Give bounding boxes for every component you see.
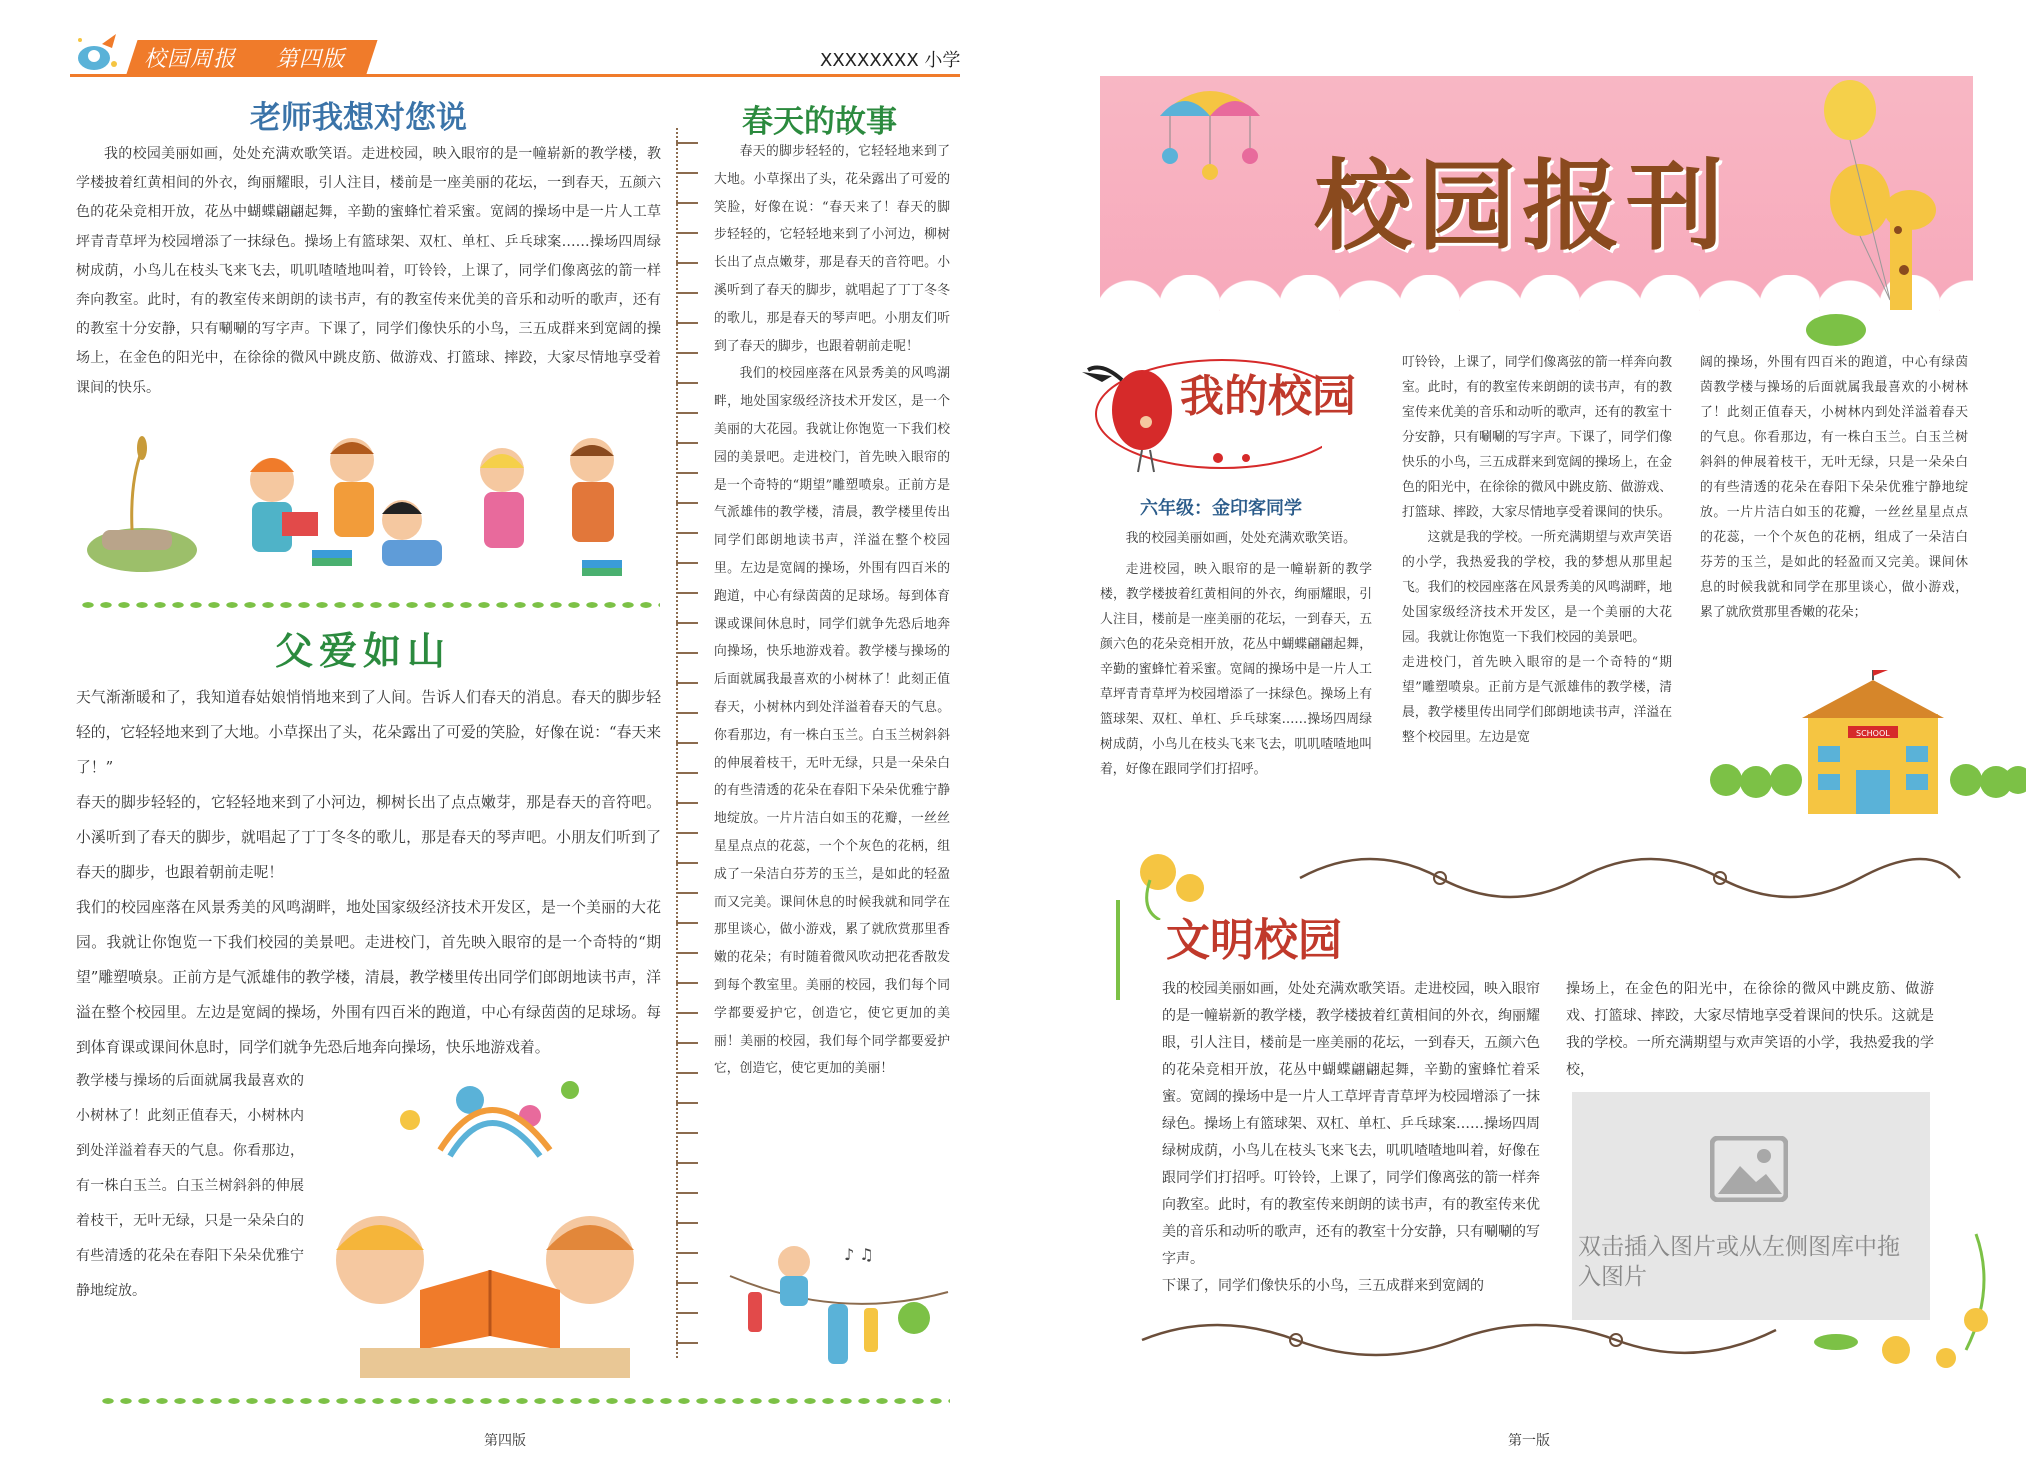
banner-title: 校园报刊	[1314, 150, 1731, 264]
leaf-divider	[80, 600, 660, 610]
my-campus-col3	[1700, 350, 1968, 625]
paragraph: 春天的脚步轻轻的，它轻轻地来到了小河边，柳树长出了点点嫩芽，那是春天的音符吧。小溪听到了春天的脚步，就唱起了丁丁冬冬的歌儿，那是春天的琴声吧。小朋友们听到了春天的脚步，也跟着朝前走呢！	[76, 794, 661, 881]
kid-clothesline-illustration	[724, 1232, 954, 1382]
civilized-campus-col2	[1566, 976, 1934, 1084]
children-book-illustration	[320, 1060, 660, 1390]
article-body-teacher	[76, 140, 661, 403]
paragraph: 阔的操场，外围有四百米的跑道，中心有绿茵茵教学楼与操场的后面就属我最喜欢的小树林了！此刻正值春天，小树林内到处洋溢着春天的气息。你看那边，有一株白玉兰。白玉兰树斜斜的伸展着枝干，无叶无绿，只是一朵朵白的有些清透的花朵在春阳下朵朵优雅宁静地绽放。一片片洁白如玉的花瓣，一丝丝星星点点的花蕊，一个个灰色的花柄，组成了一朵洁白芬芳的玉兰，是如此的轻盈而又完美。课间休息的时候我就和同学在那里谈心，做小游戏，累了就欣赏那里香嫩的花朵；	[1700, 355, 1968, 620]
placeholder-text: 双击插入图片或从左侧图库中拖入图片	[1578, 1234, 1900, 1290]
paragraph: 我们的校园座落在风景秀美的风鸣湖畔，地处国家级经济技术开发区，是一个美丽的大花园。我就让你饱览一下我们校园的美景吧。走进校门，首先映入眼帘的是一个奇特的“期望”雕塑喷泉。正前方是气派雄伟的教学楼，清晨，教学楼里传出同学们郎朗地读书声，洋溢在整个校园里。左边是宽阔的操场，外围有四百米的跑道，中心有绿茵茵的足球场。每到体育课或课间休息时，同学们就争先恐后地奔向操场，快乐地游戏着。	[76, 899, 661, 1056]
article-title-father: 父爱如山	[275, 629, 452, 673]
school-name: XXXXXXXX 小学	[820, 50, 961, 71]
paragraph: 我的校园美丽如画，处处充满欢歌笑语。走进校园，映入眼帘的是一幢崭新的教学楼，教学楼披着红黄相间的外衣，绚丽耀眼，引人注目，楼前是一座美丽的花坛，一到春天，五颜六色的花朵竞相开放，花丛中蝴蝶翩翩起舞，辛勤的蜜蜂忙着采蜜。宽阔的操场中是一片人工草坪青青草坪为校园增添了一抹绿色。操场上有篮球架、双杠、单杠、乒乓球案……操场四周绿树成荫，小鸟儿在枝头飞来飞去，叽叽喳喳地叫着，好像在跟同学们打招呼。叮铃铃，上课了，同学们像离弦的箭一样奔向教室。此时，有的教室传来朗朗的读书声，有的教室传来优美的音乐和动听的歌声，还有的教室十分安静，只有唰唰的写字声。	[1162, 981, 1540, 1267]
my-campus-col1	[1100, 526, 1372, 782]
paper-name: 校园周报	[144, 47, 237, 72]
paragraph: 天气渐渐暖和了，我知道春姑娘悄悄地来到了人间。告诉人们春天的消息。春天的脚步轻轻的，它轻轻地来到了大地。小草探出了头，花朵露出了可爱的笑脸，好像在说：“春天来了！”	[76, 689, 661, 776]
rocket-logo-icon	[72, 28, 122, 74]
paragraph: 春天的脚步轻轻的，它轻轻地来到了大地。小草探出了头，花朵露出了可爱的笑脸，好像在说：“春天来了！春天的脚步轻轻的，它轻轻地来到了小河边，柳树长出了点点嫩芽，那是春天的音符吧。小溪听到了春天的脚步，就唱起了丁丁冬冬的歌儿，那是春天的琴声吧。小朋友们听到了春天的脚步，也跟着朝前走呢！	[714, 144, 950, 354]
kids-reading-illustration	[82, 420, 652, 590]
article-title-my-campus: 我的校园	[1180, 371, 1356, 422]
school-building-illustration	[1706, 670, 2026, 820]
paragraph: 教学楼与操场的后面就属我最喜欢的小树林了！此刻正值春天，小树林内到处洋溢着春天的气息。你看那边，有一株白玉兰。白玉兰树斜斜的伸展着枝干，无叶无绿，只是一朵朵白的有些清透的花朵在春阳下朵朵优雅宁静地绽放。	[76, 1073, 304, 1299]
leaf-divider-bottom	[100, 1396, 950, 1406]
article-title-civilized-campus: 文明校园	[1166, 915, 1342, 966]
flourish-divider-bottom	[1136, 1230, 2036, 1370]
school-sign-label: SCHOOL	[1856, 729, 1890, 738]
article-title-teacher: 老师我想对您说	[250, 100, 467, 136]
edition-label: 第四版	[275, 47, 345, 72]
article-body-father	[76, 680, 661, 1065]
paragraph: 我的校园美丽如画，处处充满欢歌笑语。走进校园，映入眼帘的是一幢崭新的教学楼，教学楼披着红黄相间的外衣，绚丽耀眼，引人注目，楼前是一座美丽的花坛，一到春天，五颜六色的花朵竞相开放，花丛中蝴蝶翩翩起舞，辛勤的蜜蜂忙着采蜜。宽阔的操场中是一片人工草坪青青草坪为校园增添了一抹绿色。操场上有篮球架、双杠、单杠、乒乓球案……操场四周绿树成荫，小鸟儿在枝头飞来飞去，叽叽喳喳地叫着，叮铃铃，上课了，同学们像离弦的箭一样奔向教室。此时，有的教室传来朗朗的读书声，有的教室传来优美的音乐和动听的歌声，还有的教室十分安静，只有唰唰的写字声。下课了，同学们像快乐的小鸟，三五成群来到宽阔的操场上，在金色的阳光中，在徐徐的微风中跳皮筋、做游戏、打篮球、摔跤，大家尽情地享受着课间的快乐。	[76, 146, 661, 396]
image-icon	[1710, 1136, 1788, 1202]
paragraph: 下课了，同学们像快乐的小鸟，三五成群来到宽阔的	[1162, 1278, 1484, 1294]
my-campus-col2	[1402, 350, 1672, 750]
balloon-giraffe-illustration	[1770, 80, 1970, 350]
vine-divider	[676, 128, 698, 1358]
article-title-spring: 春天的故事	[742, 104, 897, 140]
paragraph: 操场上，在金色的阳光中，在徐徐的微风中跳皮筋、做游戏、打篮球、摔跤，大家尽情地享受着课间的快乐。这就是我的学校。一所充满期望与欢声笑语的小学，我热爱我的学校，	[1566, 981, 1934, 1078]
svg-text:♪ ♫: ♪ ♫	[844, 1245, 874, 1264]
paragraph: 我们的校园座落在风景秀美的风鸣湖畔，地处国家级经济技术开发区，是一个美丽的大花园。我就让你饱览一下我们校园的美景吧。走进校门，首先映入眼帘的是一个奇特的“期望”雕塑喷泉。正前方是气派雄伟的教学楼，清晨，教学楼里传出同学们郎朗地读书声，洋溢在整个校园里。左边是宽阔的操场，外围有四百米的跑道，中心有绿茵茵的足球场。每到体育课或课间休息时，同学们就争先恐后地奔向操场，快乐地游戏着。教学楼与操场的后面就属我最喜欢的小树林了！此刻正值春天，小树林内到处洋溢着春天的气息。你看那边，有一株白玉兰。白玉兰树斜斜的伸展着枝干，无叶无绿，只是一朵朵白的有些清透的花朵在春阳下朵朵优雅宁静地绽放。一片片洁白如玉的花瓣，一丝丝星星点点的花蕊，一个个灰色的花柄，组成了一朵洁白芬芳的玉兰，是如此的轻盈而又完美。课间休息的时候我就和同学在那里谈心，做小游戏，累了就欣赏那里香嫩的花朵；有时随着微风吹动把花香散发到每个教室里。美丽的校园，我们每个同学都要爱护它，创造它，使它更加的美丽！美丽的校园，我们每个同学都要爱护它，创造它，使它更加的美丽！	[714, 366, 950, 1077]
masthead-rule	[70, 74, 960, 77]
masthead-title	[144, 42, 345, 73]
article-byline: 六年级：金印客同学	[1140, 498, 1302, 519]
article-body-spring	[714, 138, 950, 1083]
paragraph: 走进校园，映入眼帘的是一幢崭新的教学楼，教学楼披着红黄相间的外衣，绚丽耀眼，引人注目，楼前是一座美丽的花坛，一到春天，五颜六色的花朵竞相开放，花丛中蝴蝶翩翩起舞，辛勤的蜜蜂忙着采蜜。宽阔的操场中是一片人工草坪青青草坪为校园增添了一抹绿色。操场上有篮球架、双杠、单杠、乒乓球案……操场四周绿树成荫，小鸟儿在枝头飞来飞去，叽叽喳喳地叫着，好像在跟同学们打招呼。	[1100, 562, 1372, 777]
paragraph: 这就是我的学校。一所充满期望与欢声笑语的小学，我热爱我的学校，我的梦想从那里起飞。我们的校园座落在风景秀美的风鸣湖畔，地处国家级经济技术开发区，是一个美丽的大花园。我就让你饱览一下我们校园的美景吧。	[1402, 530, 1672, 645]
paragraph: 我的校园美丽如画，处处充满欢歌笑语。	[1125, 531, 1356, 546]
flower-vine-left	[1116, 900, 1120, 1000]
paragraph: 走进校门，首先映入眼帘的是一个奇特的“期望”雕塑喷泉。正前方是气派雄伟的教学楼，清晨，教学楼里传出同学们郎朗地读书声，洋溢在整个校园里。左边是宽	[1402, 655, 1672, 745]
page-footer-left: 第四版	[484, 1433, 526, 1449]
article-body-father-tail	[76, 1064, 304, 1309]
umbrella-mobile-icon	[1150, 76, 1270, 186]
paragraph: 叮铃铃，上课了，同学们像离弦的箭一样奔向教室。此时，有的教室传来朗朗的读书声，有的教室传来优美的音乐和动听的歌声，还有的教室十分安静，只有唰唰的写字声。下课了，同学们像快乐的小鸟，三五成群来到宽阔的操场上，在金色的阳光中，在徐徐的微风中跳皮筋、做游戏、打篮球、摔跤，大家尽情地享受着课间的快乐。	[1402, 355, 1672, 520]
page-footer-right: 第一版	[1508, 1433, 1550, 1449]
